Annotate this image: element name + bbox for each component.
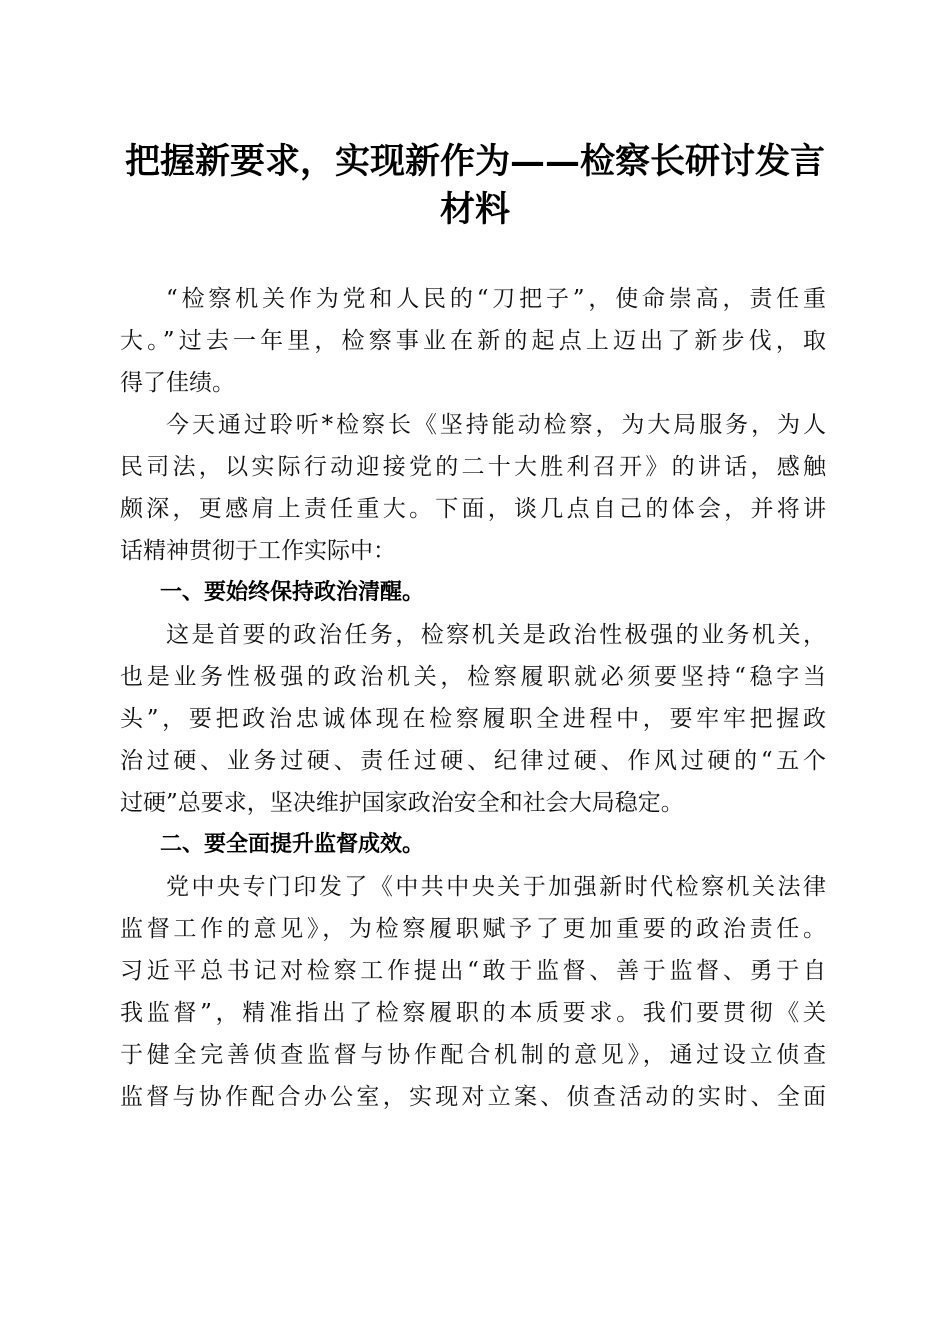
paragraph-line: 过硬”总要求，坚决维护国家政治安全和社会大局稳定。	[120, 790, 684, 816]
paragraph-line: 也是业务性极强的政治机关，检察履职就必须要坚持“稳字当	[120, 664, 826, 690]
paragraph-line: 监督与协作配合办公室，实现对立案、侦查活动的实时、全面	[120, 1084, 826, 1110]
paragraph-line: 颇深，更感肩上责任重大。下面，谈几点自己的体会，并将讲	[120, 496, 826, 522]
paragraph-line: 监督工作的意见》，为检察履职赋予了更加重要的政治责任。	[120, 916, 826, 942]
paragraph-intro	[120, 278, 826, 404]
paragraph-line: 得了佳绩。	[120, 370, 235, 396]
paragraph-line: 我监督”，精准指出了检察履职的本质要求。我们要贯彻《关	[120, 1000, 826, 1026]
paragraph-line: 治过硬、业务过硬、责任过硬、纪律过硬、作风过硬的“五个	[120, 748, 826, 774]
paragraph-political-awareness	[120, 614, 826, 824]
paragraph-line: 习近平总书记对检察工作提出“敢于监督、善于监督、勇于自	[120, 958, 826, 984]
paragraph-line: 民司法，以实际行动迎接党的二十大胜利召开》的讲话，感触	[120, 454, 826, 480]
paragraph-supervision	[120, 866, 826, 1118]
document-body	[120, 278, 826, 1118]
section-heading-1: 一、要始终保持政治清醒。	[160, 580, 425, 605]
paragraph-line: 话精神贯彻于工作实际中：	[120, 538, 396, 564]
document-title	[100, 138, 850, 234]
title-line-1: 把握新要求，实现新作为——检察长研讨发言	[124, 141, 825, 182]
paragraph-speech-reference	[120, 404, 826, 572]
paragraph-line: “检察机关作为党和人民的“刀把子”，使命崇高，责任重	[166, 286, 826, 312]
paragraph-line: 党中央专门印发了《中共中央关于加强新时代检察机关法律	[166, 874, 826, 900]
paragraph-line: 头”，要把政治忠诚体现在检察履职全进程中，要牢牢把握政	[120, 706, 826, 732]
paragraph-line: 于健全完善侦查监督与协作配合机制的意见》，通过设立侦查	[120, 1042, 826, 1068]
paragraph-line: 大。”过去一年里，检察事业在新的起点上迈出了新步伐，取	[120, 328, 826, 354]
title-line-2: 材料	[439, 189, 510, 230]
paragraph-line: 今天通过聆听*检察长《坚持能动检察，为大局服务，为人	[166, 412, 826, 438]
section-heading-2: 二、要全面提升监督成效。	[160, 832, 425, 857]
paragraph-line: 这是首要的政治任务，检察机关是政治性极强的业务机关，	[166, 622, 826, 648]
